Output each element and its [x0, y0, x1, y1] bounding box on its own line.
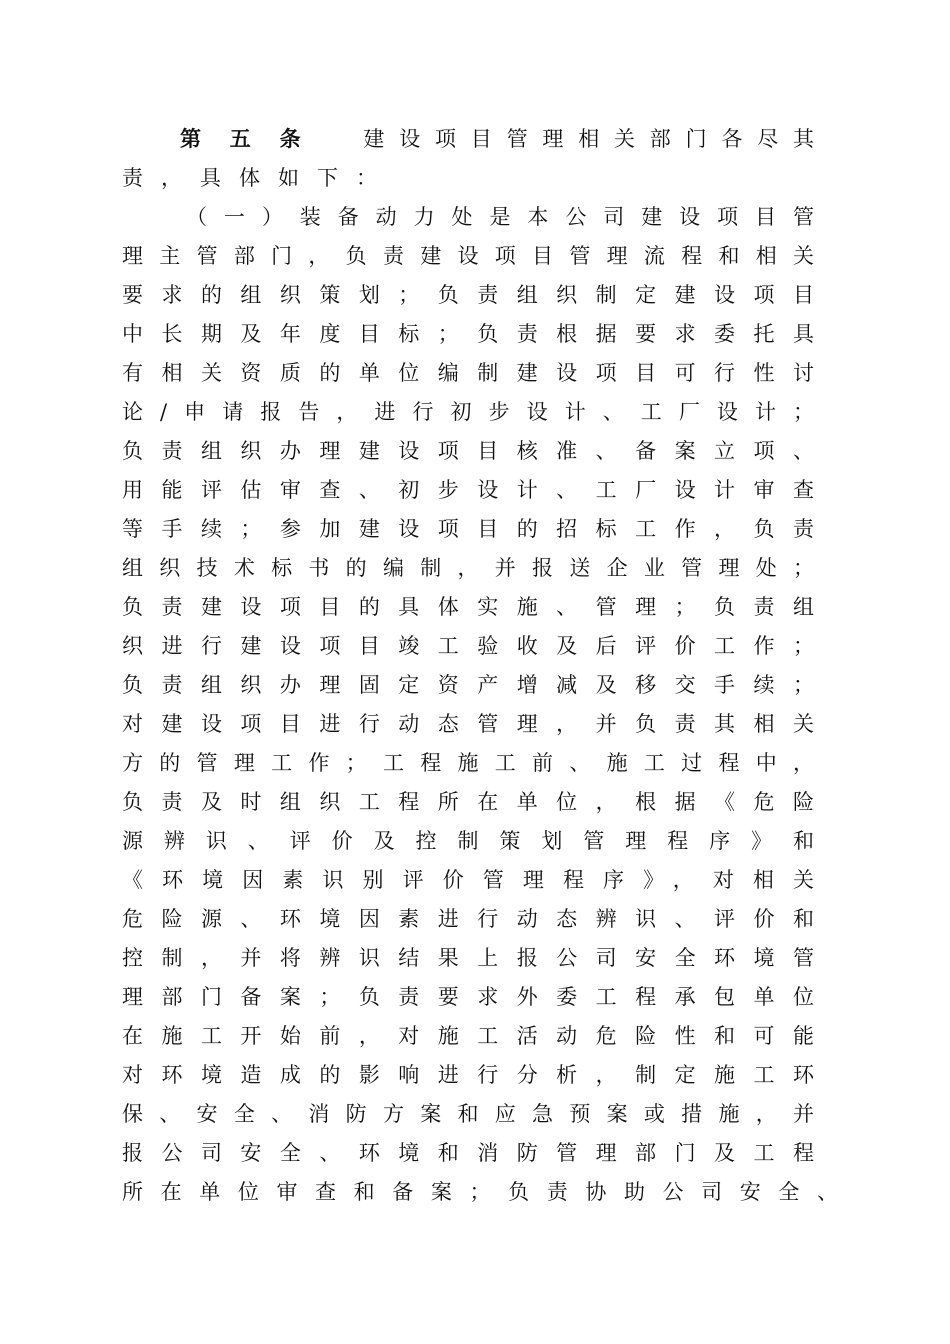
text-line: 对环境造成的影响进行分析，制定施工环: [122, 1063, 814, 1087]
text-line: 源辨识、评价及控制策划管理程序》和: [122, 829, 814, 853]
text-line: 要求的组织策划；负责组织制定建设项目: [122, 283, 814, 307]
text-line: 危险源、环境因素进行动态辨识、评价和: [122, 907, 814, 931]
text-line: 方的管理工作；工程施工前、施工过程中，: [122, 751, 814, 775]
text-line: 有相关资质的单位编制建设项目可行性讨: [122, 361, 814, 385]
text-line: 理部门备案；负责要求外委工程承包单位: [122, 985, 814, 1009]
text-line: 组织技术标书的编制，并报送企业管理处；: [122, 556, 814, 580]
text-line: 织进行建设项目竣工验收及后评价工作；: [122, 634, 814, 658]
text-line: 论/申请报告，进行初步设计、工厂设计；: [122, 400, 814, 424]
text-line: 控制，并将辨识结果上报公司安全环境管: [122, 946, 814, 970]
article-title-text: 建设项目管理相关部门各尽其: [363, 127, 815, 151]
text-line: 负责组织办理建设项目核准、备案立项、: [122, 439, 814, 463]
text-line: 所在单位审查和备案；负责协助公司安全、: [122, 1180, 838, 1204]
text-line: 负责组织办理固定资产增减及移交手续；: [122, 673, 814, 697]
text-line: 责，具体如下：: [122, 166, 395, 190]
text-line: 理主管部门，负责建设项目管理流程和相关: [122, 244, 814, 268]
text-line: 负责建设项目的具体实施、管理；负责组: [122, 595, 814, 619]
text-line: 《环境因素识别评价管理程序》，对相关: [122, 868, 814, 892]
article-label: 第五条: [180, 126, 330, 151]
text-line: 对建设项目进行动态管理，并负责其相关: [122, 712, 814, 736]
text-line: 保、安全、消防方案和应急预案或措施，并: [122, 1102, 814, 1126]
article-heading-line: [180, 124, 814, 154]
text-line: 用能评估审查、初步设计、工厂设计审查: [122, 478, 814, 502]
text-line: （一）装备动力处是本公司建设项目管: [186, 205, 814, 229]
text-line: 等手续；参加建设项目的招标工作，负责: [122, 517, 814, 541]
text-line: 在施工开始前，对施工活动危险性和可能: [122, 1024, 814, 1048]
text-line: 负责及时组织工程所在单位，根据《危险: [122, 790, 814, 814]
text-line: 中长期及年度目标；负责根据要求委托具: [122, 322, 814, 346]
text-line: 报公司安全、环境和消防管理部门及工程: [122, 1141, 814, 1165]
